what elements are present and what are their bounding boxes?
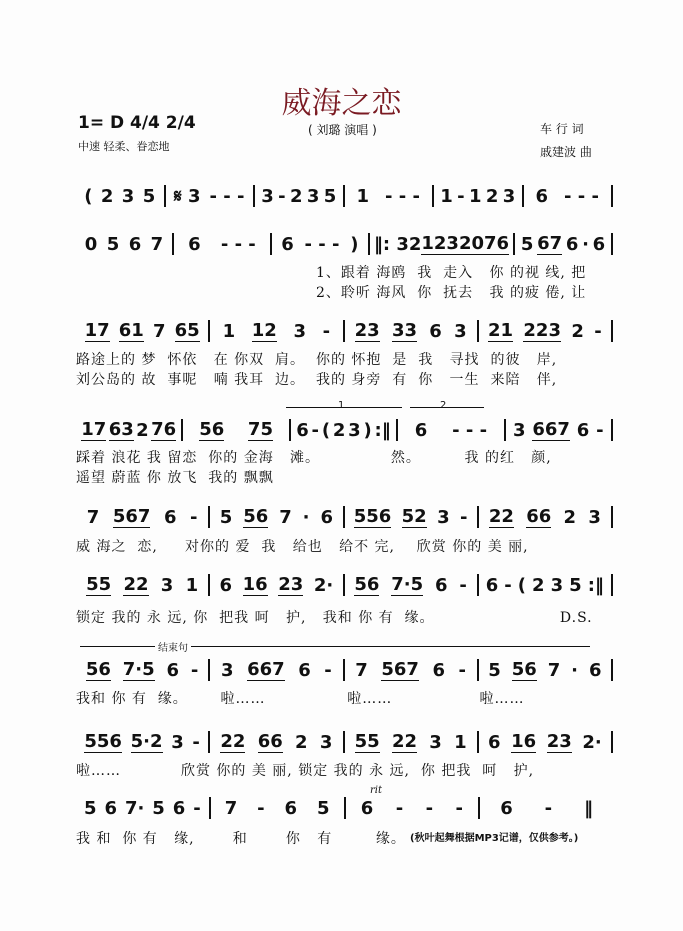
note: - — [425, 797, 434, 819]
note: 5 — [569, 574, 582, 596]
note: 5 — [142, 185, 156, 207]
note: 6 — [188, 233, 201, 255]
note: 1 — [222, 320, 236, 342]
note: 76 — [484, 232, 510, 254]
note: 3 — [588, 506, 601, 528]
note: 2 — [332, 419, 346, 441]
note: 56 — [243, 505, 269, 527]
note: ‖ — [584, 797, 594, 819]
note: - — [504, 574, 512, 596]
note: 3 — [306, 185, 320, 207]
note: 6 — [172, 797, 186, 819]
note: 5 — [106, 233, 120, 255]
note: 3 — [437, 506, 450, 528]
note: 7·5 — [122, 658, 155, 680]
note: 6 — [576, 419, 590, 441]
note: 63 — [108, 418, 134, 440]
note: 6 — [535, 185, 549, 207]
note: 3 — [221, 659, 234, 681]
note: 6 — [429, 320, 442, 342]
note: · — [582, 233, 589, 255]
singer: ( 刘璐 演唱 ) — [308, 123, 377, 137]
note: 76 — [151, 418, 177, 440]
notation-row — [76, 796, 613, 820]
lyric-line: 啦…… 欣赏 你的 美 丽, 锁定 我的 永 远, 你 把我 呵 护, — [76, 763, 535, 779]
notation-row — [76, 658, 613, 682]
note: - — [459, 574, 467, 596]
bar-line — [611, 731, 613, 753]
note: 123 — [421, 232, 459, 254]
notation-row — [76, 232, 613, 256]
note: 16 — [511, 730, 537, 752]
measure — [210, 321, 342, 342]
note: 1 — [440, 185, 453, 207]
bar-line — [611, 659, 613, 681]
note: 567 — [381, 658, 419, 680]
measure — [174, 234, 270, 255]
measure — [211, 798, 344, 819]
measure — [479, 732, 611, 753]
note: 17 — [84, 319, 110, 341]
note: 𝄋 3 — [174, 185, 201, 207]
note: 55 — [354, 730, 380, 752]
note: 2 — [571, 320, 584, 342]
note: 5 — [152, 797, 165, 819]
ending-label: 结束句 — [155, 639, 191, 654]
lyric-line: 2、聆听 海风 你 抚去 我 的疲 倦, 让 — [316, 285, 587, 301]
note: 66 — [257, 730, 283, 752]
note: - — [193, 797, 201, 819]
note: 3 — [121, 185, 135, 207]
note: 2 — [563, 506, 577, 528]
note: 52 — [401, 505, 427, 527]
note: 1 — [356, 185, 370, 207]
measure — [345, 732, 477, 753]
lyric-line: 踩着 浪花 我 留恋 你的 金海 滩。 然。 我 的红 颜, — [76, 450, 552, 466]
note: 6 — [592, 233, 606, 255]
note: 7 — [547, 659, 561, 681]
measure — [210, 575, 342, 596]
lyric-line: 我 和 你 有 缘, 和 你 有 缘。 — [76, 831, 406, 847]
measure — [345, 660, 477, 681]
notation-row — [76, 418, 613, 442]
measure — [76, 507, 208, 528]
measure — [479, 321, 611, 342]
note: 22 — [488, 505, 514, 527]
key-signature: 1= D 4/4 2/4 — [78, 113, 196, 133]
lyric-line: 刘公岛的 故 事呢 喃 我耳 边。 我的 身旁 有 你 一生 来陪 伴, — [76, 372, 558, 388]
note: 6 — [500, 797, 513, 819]
measure — [76, 234, 172, 255]
note: · — [302, 506, 310, 528]
measure — [515, 234, 611, 255]
measure — [255, 186, 343, 207]
note: 6 — [298, 659, 311, 681]
note: - — [596, 419, 604, 441]
note: 6 — [296, 419, 309, 441]
note: 2 — [289, 185, 303, 207]
note: 56 — [511, 658, 537, 680]
note: 6 — [488, 731, 501, 753]
note: ) — [350, 233, 359, 255]
note: - — [278, 185, 286, 207]
lyric-line: 锁定 我的 永 远, 你 把我 呵 护, 我和 你 有 缘。 D.S. — [76, 610, 593, 626]
note: 5·2 — [130, 730, 163, 752]
note: 7 — [150, 233, 164, 255]
measure — [434, 186, 522, 207]
note: 1 — [468, 185, 482, 207]
note: 1 — [185, 574, 199, 596]
note: - - - — [304, 233, 340, 255]
tempo-marking: 中速 轻柔、眷恋地 — [78, 140, 170, 153]
note: 22 — [391, 730, 418, 752]
note: 6 — [588, 659, 602, 681]
volta-2-bracket — [410, 407, 484, 408]
note: 20 — [458, 232, 485, 254]
note: 6 — [104, 797, 117, 819]
note: 2· — [582, 731, 602, 753]
measure — [345, 575, 477, 596]
note: 2· — [313, 574, 334, 596]
note: 2 — [136, 419, 149, 441]
bar-line — [611, 185, 613, 207]
bar-line — [611, 574, 613, 596]
note: 667 — [247, 658, 285, 680]
note: 2 — [100, 185, 114, 207]
note: 12 — [251, 319, 277, 341]
note: 5 — [520, 233, 534, 255]
note: - — [311, 419, 320, 441]
measure — [76, 660, 208, 681]
measure — [398, 420, 503, 441]
note: - — [594, 320, 602, 342]
notation-row — [76, 573, 613, 597]
note: 56 — [354, 573, 380, 595]
measure — [210, 660, 342, 681]
measure — [272, 234, 368, 255]
note: 6 — [163, 506, 177, 528]
note: - — [455, 797, 464, 819]
note: 2 — [485, 185, 499, 207]
note: 7 — [152, 320, 166, 342]
note: 3 — [261, 185, 274, 207]
bar-line — [611, 233, 613, 255]
note: 3 — [502, 185, 516, 207]
measure — [479, 660, 611, 681]
note: 6 — [219, 574, 233, 596]
lyric-line: 遥望 蔚蓝 你 放飞 我的 飘飘 — [76, 470, 274, 486]
note: 6 — [414, 419, 428, 441]
note: - — [395, 797, 404, 819]
note: - - - — [209, 185, 245, 207]
note: 7 — [279, 506, 292, 528]
lyric-line: 我和 你 有 缘。 啦…… 啦…… 啦…… — [76, 691, 525, 707]
note: 7· — [124, 797, 145, 819]
note: 6 — [485, 574, 499, 596]
note: 556 — [84, 730, 122, 752]
measure — [345, 507, 477, 528]
lyric-line: 1、跟着 海鸥 我 走入 你 的视 线, 把 — [316, 265, 587, 281]
note: 55 — [86, 573, 112, 595]
bar-line — [611, 320, 613, 342]
measure — [480, 798, 613, 819]
note: 23 — [546, 730, 572, 752]
note: 567 — [112, 505, 151, 527]
note: 16 — [242, 573, 268, 595]
note: 667 — [532, 418, 570, 440]
note: 6 — [565, 233, 579, 255]
measure — [479, 575, 611, 596]
note: - - - — [452, 419, 488, 441]
note: - — [544, 797, 553, 819]
note: - — [457, 185, 465, 207]
note: 3 — [160, 574, 174, 596]
note: 6 — [320, 506, 333, 528]
measure — [183, 420, 288, 441]
note: 6 — [128, 233, 142, 255]
note: ( — [321, 419, 331, 441]
note: 7 — [355, 659, 368, 681]
note: 5 — [488, 659, 501, 681]
ritardando-mark: rit — [370, 785, 382, 796]
note: 66 — [526, 505, 552, 527]
note: 7 — [224, 797, 238, 819]
note: 5 — [83, 797, 97, 819]
note: 22 — [220, 730, 246, 752]
note: 23 — [278, 573, 304, 595]
note: - — [257, 797, 265, 819]
note: 2 — [532, 574, 545, 596]
note: 3 — [348, 419, 361, 441]
note: 56 — [85, 658, 111, 680]
note: 3 — [429, 731, 442, 753]
note: ‖: 32 — [373, 233, 422, 255]
note: - — [458, 659, 466, 681]
note: 3 — [319, 731, 333, 753]
measure — [370, 234, 513, 255]
note: - — [324, 659, 332, 681]
note: 6 — [360, 797, 374, 819]
note: 33 — [391, 319, 418, 341]
note: - — [192, 731, 200, 753]
note: 67 — [537, 232, 563, 254]
note: ) — [363, 419, 372, 441]
note: 6 — [432, 659, 445, 681]
measure — [76, 420, 181, 441]
note: 223 — [523, 319, 561, 341]
note: 6 — [434, 574, 448, 596]
note: 2 — [295, 731, 308, 753]
measure — [345, 321, 477, 342]
note: 3 — [293, 320, 307, 342]
measure — [76, 321, 208, 342]
note: 0 — [84, 233, 98, 255]
composer: 戚建波 曲 — [540, 145, 592, 159]
note: · — [571, 659, 578, 681]
song-title: 威海之恋 — [281, 86, 402, 121]
volta-2-label: 2 — [440, 400, 447, 411]
note: 6 — [284, 797, 298, 819]
measure — [210, 732, 342, 753]
note: 75 — [247, 418, 273, 440]
note: 6 — [166, 659, 180, 681]
note: 3 — [171, 731, 184, 753]
lyric-line: 威 海之 恋, 对你的 爱 我 给也 给不 完, 欣赏 你的 美 丽, — [76, 539, 529, 555]
note: 23 — [354, 319, 380, 341]
note: 3 — [454, 320, 467, 342]
volta-1-label: 1 — [338, 400, 345, 411]
note: 6 — [281, 233, 294, 255]
bar-line — [611, 419, 613, 441]
note: 1 — [454, 731, 467, 753]
notation-row — [76, 730, 613, 754]
note: 3 — [513, 419, 526, 441]
lyricist: 车 行 词 — [540, 122, 584, 136]
measure — [345, 186, 433, 207]
note: - - - — [220, 233, 256, 255]
note: - - - — [564, 185, 599, 207]
note: :‖ — [587, 574, 604, 596]
notation-row — [76, 505, 613, 529]
measure — [506, 420, 611, 441]
note: 5 — [219, 506, 233, 528]
note: 21 — [487, 319, 513, 341]
note: 61 — [118, 319, 144, 341]
note: 3 — [550, 574, 564, 596]
note: ( — [84, 185, 93, 207]
note: ( — [517, 574, 527, 596]
note: :‖ — [374, 419, 391, 441]
measure — [210, 507, 342, 528]
note: 7·5 — [391, 573, 424, 595]
note: - — [460, 506, 468, 528]
measure — [76, 186, 164, 207]
note: - — [190, 506, 198, 528]
measure — [291, 420, 396, 441]
notation-row — [76, 184, 613, 208]
bar-line — [611, 506, 613, 528]
note: - — [190, 659, 199, 681]
measure — [479, 507, 611, 528]
note: 56 — [199, 418, 225, 440]
note: - — [322, 320, 331, 342]
measure — [76, 798, 209, 819]
note: 5 — [323, 185, 337, 207]
measure — [166, 186, 254, 207]
measure — [524, 186, 612, 207]
measure — [346, 798, 479, 819]
note: 65 — [174, 319, 200, 341]
note: 22 — [123, 573, 149, 595]
note: 7 — [86, 506, 100, 528]
note: - - - — [385, 185, 420, 207]
note: 556 — [353, 505, 392, 527]
measure — [76, 732, 208, 753]
note: 5 — [316, 797, 330, 819]
note: 17 — [81, 418, 107, 440]
lyric-line: 路途上的 梦 怀依 在 你双 肩。 你的 怀抱 是 我 寻找 的彼 岸, — [76, 352, 558, 368]
notation-row — [76, 319, 613, 343]
footnote: (秋叶起舞根据MP3记谱，仅供参考。) — [410, 833, 579, 844]
measure — [76, 575, 208, 596]
